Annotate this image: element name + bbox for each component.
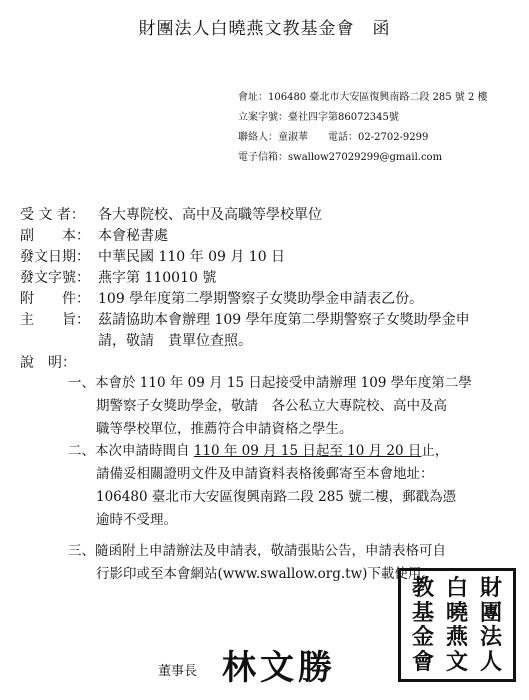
- seal-characters: [406, 576, 508, 674]
- attachment-row: [20, 288, 423, 308]
- subject-label: 主 旨：: [20, 312, 90, 328]
- subject-row: [20, 309, 470, 329]
- number-row: [20, 267, 216, 287]
- foundation-seal: [398, 568, 516, 682]
- item-3-line-1: 三、隨函附上申請辦法及申請表，敬請張貼公告，申請表格可自: [68, 543, 446, 559]
- item-2-suffix: 止，: [421, 443, 449, 459]
- recipient-label: 受 文 者：: [20, 207, 85, 223]
- contact-email: 電子信箱：swallow27029299@gmail.com: [238, 152, 443, 163]
- seal-character: 法: [479, 624, 502, 651]
- item-2-line-2: 請備妥相關證明文件及申請資料表格後郵寄至本會地址：: [96, 466, 434, 482]
- item-2-prefix: 二、本次申請時間自: [68, 443, 194, 459]
- attachment-label: 附 件：: [20, 291, 90, 307]
- explanation-item-2: [68, 440, 456, 532]
- copy-row: [20, 225, 168, 245]
- item-3-line-2: 行影印或至本會網站(www.swallow.org.tw)下載使用。: [96, 566, 435, 582]
- signature-title: 董事長: [158, 664, 198, 679]
- item-1-line-2: 期警察子女獎助學金，敬請 各公私立大專院校、高中及高: [96, 398, 447, 414]
- explanation-item-3: [68, 540, 446, 586]
- seal-character: 曉: [445, 599, 468, 626]
- item-2-line-3: 106480 臺北市大安區復興南路二段 285 號二樓，郵戳為憑: [96, 489, 457, 505]
- application-period: 110 年 09 月 15 日起至 10 月 20 日: [193, 443, 422, 459]
- number-value: 燕字第 110010 號: [98, 270, 217, 286]
- recipient-row: [20, 204, 322, 224]
- recipient-value: 各大專院校、高中及高職等學校單位: [98, 207, 322, 223]
- seal-character: 白: [445, 575, 468, 602]
- copy-label: 副 本：: [20, 228, 90, 244]
- seal-character: 金: [411, 624, 434, 651]
- signature-name: 林文勝: [222, 648, 336, 688]
- seal-character: 教: [411, 575, 434, 602]
- seal-character: 燕: [445, 624, 468, 651]
- date-value: 中華民國 110 年 09 月 10 日: [98, 249, 286, 265]
- explanation-item-1: [68, 372, 472, 441]
- item-2-line-4: 逾時不受理。: [96, 512, 177, 528]
- contact-person: 聯絡人：童淑華 電話：02-2702-9299: [238, 132, 429, 143]
- contact-registration: 立案字號：臺社四字第86072345號: [238, 112, 399, 123]
- document-title: 財團法人白曉燕文教基金會 函: [138, 19, 391, 39]
- contact-address: 會址：106480 臺北市大安區復興南路二段 285 號 2 樓: [238, 92, 488, 103]
- seal-character: 團: [479, 599, 502, 626]
- subject-line-2: 請，敬請 貴單位查照。: [98, 333, 252, 349]
- number-label: 發文字號：: [20, 270, 90, 286]
- seal-character: 財: [479, 575, 502, 602]
- seal-character: 基: [411, 599, 434, 626]
- date-label: 發文日期：: [20, 249, 90, 265]
- seal-character: 文: [445, 648, 468, 675]
- item-1-line-1: 一、本會於 110 年 09 月 15 日起接受申請辦理 109 學年度第二學: [68, 375, 472, 391]
- subject-line-1: 茲請協助本會辦理 109 學年度第二學期警察子女獎助學金申: [98, 312, 470, 328]
- item-1-line-3: 職等學校單位，推薦符合申請資格之學生。: [96, 421, 353, 437]
- attachment-value: 109 學年度第二學期警察子女獎助學金申請表乙份。: [98, 291, 424, 307]
- copy-value: 本會秘書處: [98, 228, 168, 244]
- item-2-line-1: [68, 440, 456, 463]
- seal-character: 人: [479, 648, 502, 675]
- seal-character: 會: [411, 648, 434, 675]
- date-row: [20, 246, 285, 266]
- explanation-label: 說 明：: [20, 355, 76, 371]
